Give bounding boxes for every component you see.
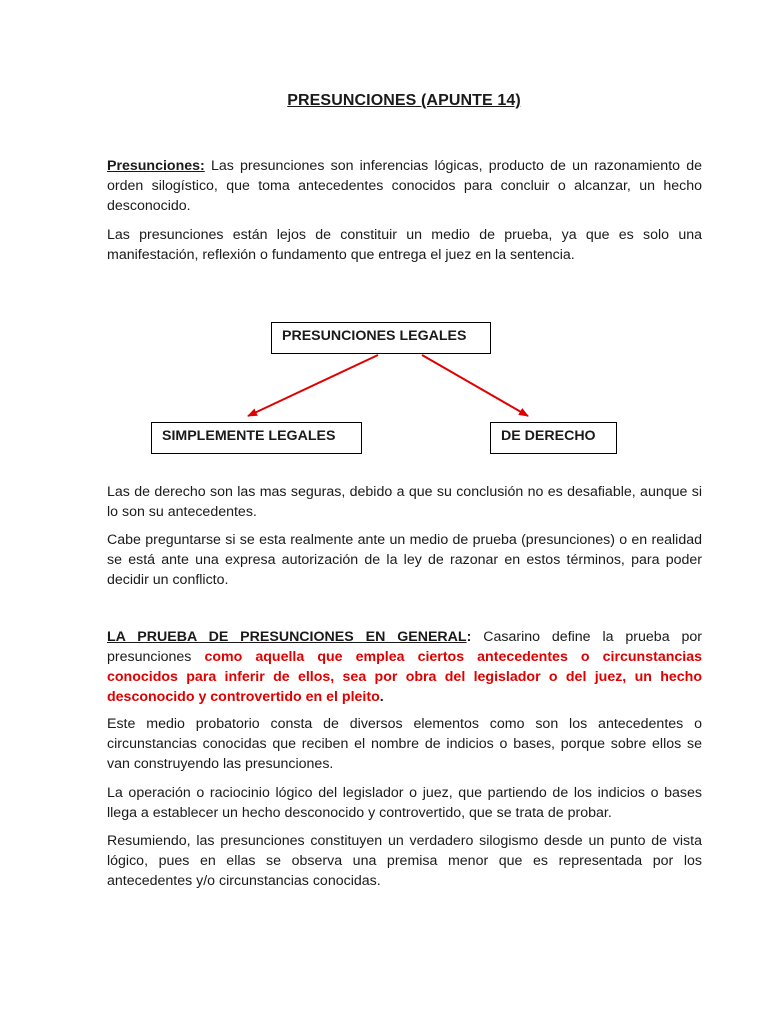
arrow-to-simplemente-legales [248,355,378,416]
diagram-node-de-derecho: DE DERECHO [490,422,617,454]
paragraph-de-derecho: Las de derecho son las mas seguras, debido a que su conclusión no es desafiable, aunque si lo son su antecedentes. [107,484,702,520]
paragraph-operacion: La operación o raciocinio lógico del legislador o juez, que partiendo de los indicios o bases llega a establecer un hecho desconocido y controvertido, que se trata de probar. [107,785,702,821]
prueba-general-heading: LA PRUEBA DE PRESUNCIONES EN GENERAL [107,629,467,645]
diagram-node-simplemente-legales: SIMPLEMENTE LEGALES [151,422,362,454]
prueba-general-period: . [379,689,384,705]
paragraph-prueba-general [107,627,702,707]
paragraph-resumiendo: Resumiendo, las presunciones constituyen un verdadero silogismo desde un punto de vista lógico, pues en ellas se observa una premisa menor que es representada por los antecedentes y/o circunstancias conocidas. [107,833,702,889]
page-title: PRESUNCIONES (APUNTE 14) [287,92,521,109]
prueba-general-highlight: como aquella que emplea ciertos antecedentes o circunstancias conocidos para inferir de ellos, sea por obra del legislador o del juez, un hecho desconocido y controvertido en el pleito [107,649,702,705]
prueba-general-intro: Casarino define la prueba por presunciones [107,629,702,665]
paragraph-not-evidence: Las presunciones están lejos de constituir un medio de prueba, ya que es solo una manifestación, reflexión o fundamento que entrega el juez en la sentencia. [107,227,702,263]
definition-text: Las presunciones son inferencias lógicas, producto de un razonamiento de orden silogístico, que toma antecedentes conocidos para concluir o alcanzar, un hecho desconocido. [107,158,702,214]
prueba-general-colon: : [466,629,472,645]
definition-heading: Presunciones: [107,158,205,174]
paragraph-question: Cabe preguntarse si se esta realmente ante un medio de prueba (presunciones) o en realidad se está ante una expresa autorización de la ley de razonar en estos términos, para poder decidir un conflicto. [107,532,702,588]
paragraph-elementos: Este medio probatorio consta de diversos elementos como son los antecedentes o circunstancias conocidas que reciben el nombre de indicios o bases, porque sobre ellos se van construyendo las presunciones. [107,716,702,772]
diagram-node-presunciones-legales: PRESUNCIONES LEGALES [271,322,491,354]
arrow-to-de-derecho [422,355,528,416]
